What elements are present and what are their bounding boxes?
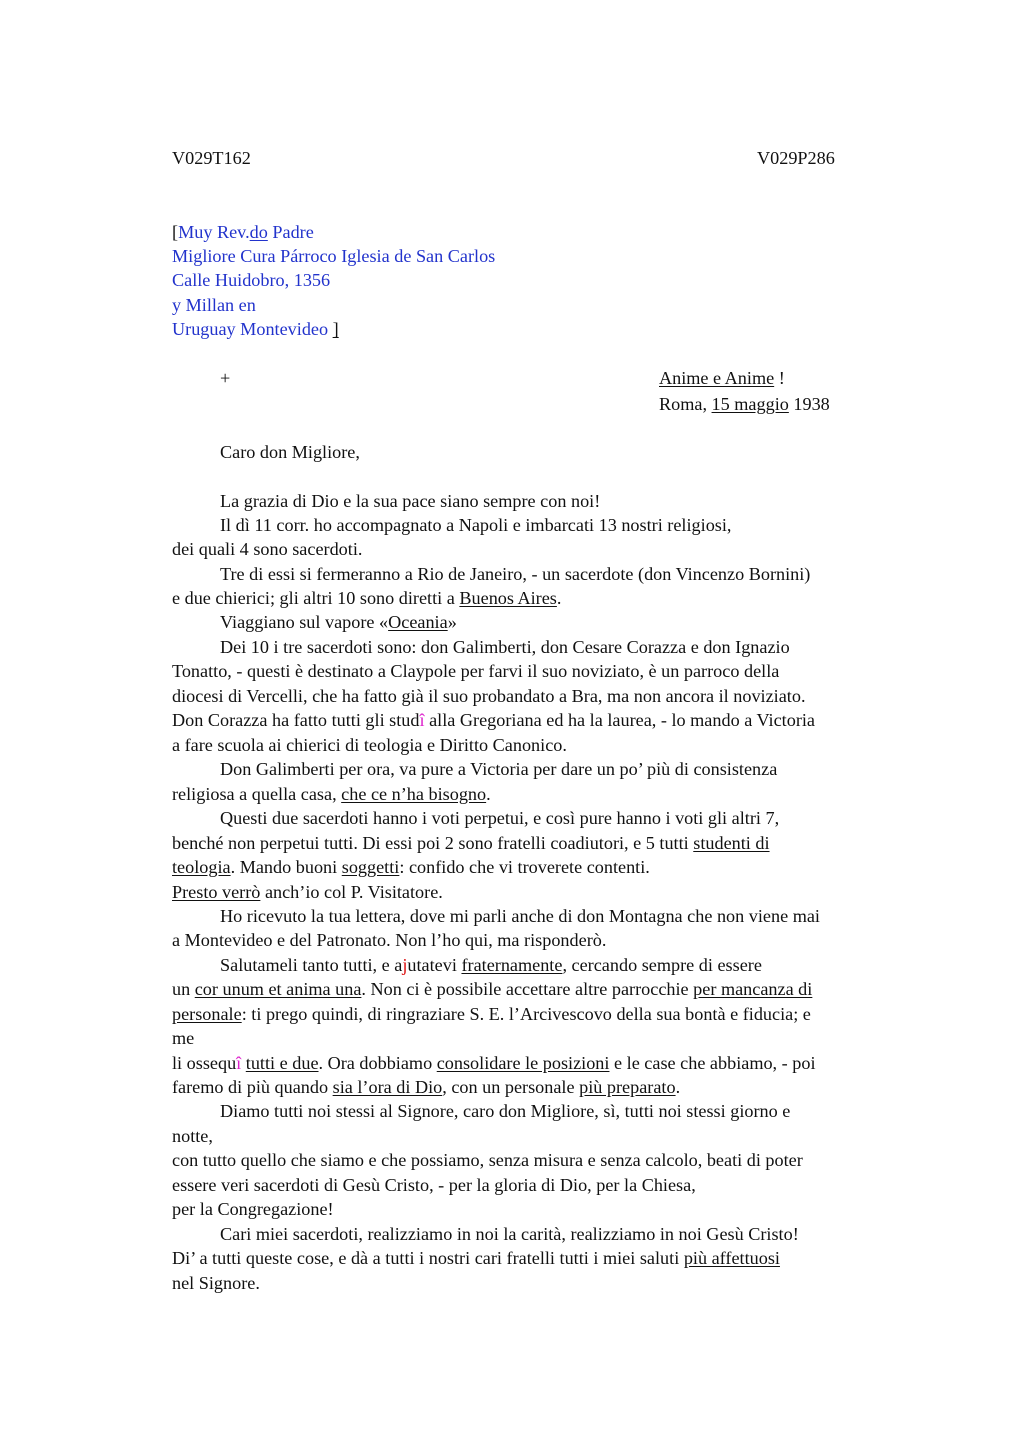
underlined-text: cor unum et anima una: [194, 979, 362, 999]
body-line: nel Signore.: [172, 1273, 260, 1293]
text-run: : ti prego quindi, di ringraziare S. E. l’Arcivescovo della sua bontà e fiducia; e: [241, 1004, 811, 1024]
motto: [659, 366, 785, 390]
body-line: essere veri sacerdoti di Gesù Cristo, - per la gloria di Dio, per la Chiesa,: [172, 1175, 696, 1195]
body-line: La grazia di Dio e la sua pace siano sempre con noi!: [220, 491, 601, 511]
body-line: Ho ricevuto la tua lettera, dove mi parli anche di don Montagna che non viene mai: [220, 906, 820, 926]
underlined-text: più preparato: [579, 1077, 676, 1097]
body-line: [220, 953, 762, 977]
body-line: [172, 586, 561, 610]
text-run: Don Corazza ha fatto tutti gli stud: [172, 710, 420, 730]
body-line: [172, 1002, 811, 1026]
salutation: Caro don Migliore,: [220, 442, 360, 462]
underlined-text: teologia: [172, 857, 231, 877]
text-run: , con un personale: [442, 1077, 580, 1097]
highlighted-char: î: [236, 1053, 242, 1073]
body-line: a Montevideo e del Patronato. Non l’ho qui, ma risponderò.: [172, 930, 607, 950]
body-line: Diamo tutti noi stessi al Signore, caro don Migliore, sì, tutti noi stessi giorno e: [220, 1101, 791, 1121]
address-line-1: [172, 220, 314, 244]
underlined-text: Buenos Aires: [459, 588, 557, 608]
body-line: [172, 831, 770, 855]
body-line: dei quali 4 sono sacerdoti.: [172, 539, 363, 559]
body-line: a fare scuola ai chierici di teologia e Diritto Canonico.: [172, 735, 567, 755]
address-line-3: Calle Huidobro, 1356: [172, 270, 331, 290]
address-line-5: [172, 317, 339, 341]
underlined-text: consolidare le posizioni: [436, 1053, 610, 1073]
body-line: [172, 855, 650, 879]
body-line: [220, 610, 457, 634]
underlined-text: per mancanza di: [693, 979, 813, 999]
body-line: [172, 708, 815, 732]
body-line: Dei 10 i tre sacerdoti sono: don Galimberti, don Cesare Corazza e don Ignazio: [220, 637, 790, 657]
underlined-text: studenti di: [693, 833, 770, 853]
underlined-text: Oceania: [388, 612, 448, 632]
text-run: li ossequ: [172, 1053, 237, 1073]
body-line: [172, 1075, 680, 1099]
address-bracket-close: ]: [332, 319, 339, 339]
text-run: anch’io col P. Visitatore.: [260, 882, 443, 902]
body-line: [172, 1051, 816, 1075]
text-run: . Mando buoni: [230, 857, 342, 877]
motto-exclaim: !: [774, 368, 785, 388]
underlined-text: tutti e due: [245, 1053, 319, 1073]
underlined-text: sia l’ora di Dio: [332, 1077, 443, 1097]
address-line-4: y Millan en: [172, 295, 256, 315]
address-city: Uruguay Montevideo: [172, 319, 333, 339]
body-line: per la Congregazione!: [172, 1199, 334, 1219]
date-year: 1938: [788, 394, 830, 414]
body-line: Tre di essi si fermeranno a Rio de Janeiro, - un sacerdote (don Vincenzo Bornini): [220, 564, 811, 584]
text-run: .: [556, 588, 562, 608]
body-line: Don Galimberti per ora, va pure a Victoria per dare un po’ più di consistenza: [220, 759, 778, 779]
text-run: . Non ci è possibile accettare altre parrocchie: [361, 979, 694, 999]
address-bracket-open: [: [172, 222, 179, 242]
text-run: alla Gregoriana ed ha la laurea, - lo mando a Victoria: [424, 710, 815, 730]
underlined-text: soggetti: [341, 857, 400, 877]
highlighted-char: î: [419, 710, 425, 730]
cross-symbol: +: [220, 368, 231, 388]
text-run: Di’ a tutti queste cose, e dà a tutti i nostri cari fratelli tutti i miei saluti: [172, 1248, 684, 1268]
text-run: Viaggiano sul vapore «: [220, 612, 389, 632]
body-line: notte,: [172, 1126, 213, 1146]
date-day: 15 maggio: [711, 394, 789, 414]
text-run: e le case che abbiamo, - poi: [609, 1053, 816, 1073]
address-title-prefix: Muy Rev.: [178, 222, 250, 242]
address-title-rest: Padre: [267, 222, 314, 242]
text-run: .: [486, 784, 491, 804]
text-run: faremo di più quando: [172, 1077, 333, 1097]
text-run: un: [172, 979, 195, 999]
body-line: [172, 782, 491, 806]
text-run: religiosa a quella casa,: [172, 784, 342, 804]
text-run: benché non perpetui tutti. Di essi poi 2 sono fratelli coadiutori, e 5 tutti: [172, 833, 694, 853]
underlined-text: fraternamente: [461, 955, 563, 975]
body-line: Il dì 11 corr. ho accompagnato a Napoli e imbarcati 13 nostri religiosi,: [220, 515, 732, 535]
underlined-text: più affettuosi: [683, 1248, 780, 1268]
body-line: [172, 1246, 780, 1270]
date-place: Roma,: [659, 394, 712, 414]
text-run: . Ora dobbiamo: [318, 1053, 437, 1073]
body-line: [172, 880, 443, 904]
text-run: , cercando sempre di essere: [562, 955, 762, 975]
underlined-text: Presto verrò: [172, 882, 261, 902]
text-run: : confido che vi troverete contenti.: [399, 857, 650, 877]
text-run: Salutameli tanto tutti, e a: [220, 955, 403, 975]
body-line: me: [172, 1028, 195, 1048]
document-code-right: V029P286: [757, 148, 835, 168]
body-line: Tonatto, - questi è destinato a Claypole per farvi il suo noviziato, è un parroco della: [172, 661, 780, 681]
body-line: Questi due sacerdoti hanno i voti perpetui, e così pure hanno i voti gli altri 7,: [220, 808, 780, 828]
address-title-do: do: [249, 222, 268, 242]
date-line: [659, 392, 830, 416]
body-line: [172, 977, 812, 1001]
highlighted-char: j: [402, 955, 408, 975]
document-code-left: V029T162: [172, 148, 251, 168]
underlined-text: che ce n’ha bisogno: [341, 784, 487, 804]
body-line: diocesi di Vercelli, che ha fatto già il suo probandato a Bra, ma non ancora il noviziato.: [172, 686, 806, 706]
body-line: Cari miei sacerdoti, realizziamo in noi la carità, realizziamo in noi Gesù Cristo!: [220, 1224, 799, 1244]
address-line-2: Migliore Cura Párroco Iglesia de San Carlos: [172, 246, 496, 266]
body-line: con tutto quello che siamo e che possiamo, senza misura e senza calcolo, beati di poter: [172, 1150, 803, 1170]
text-run: .: [675, 1077, 681, 1097]
text-run: utatevi: [407, 955, 462, 975]
text-run: e due chierici; gli altri 10 sono diretti a: [172, 588, 460, 608]
underlined-text: personale: [172, 1004, 242, 1024]
text-run: »: [447, 612, 457, 632]
motto-text: Anime e Anime: [659, 368, 775, 388]
